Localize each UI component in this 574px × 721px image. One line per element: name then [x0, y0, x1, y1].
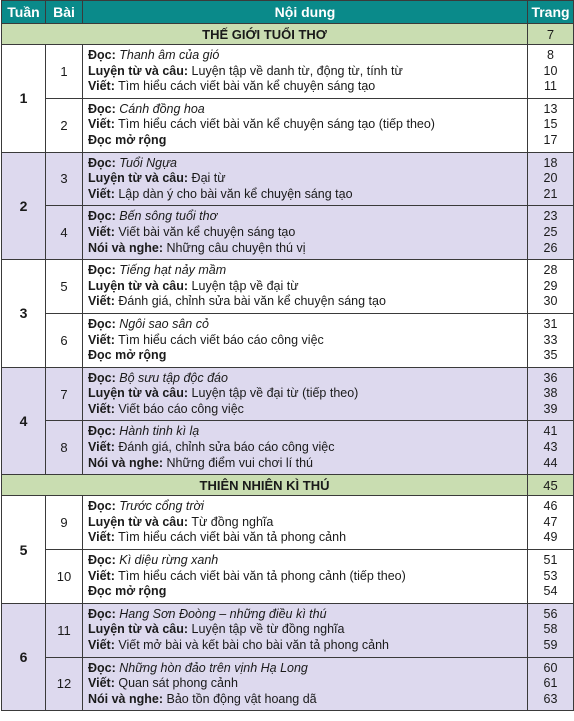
content-line [88, 499, 523, 515]
page-number: 47 [543, 514, 558, 529]
activity-text: Viết bài văn kể chuyện sáng tạo [118, 224, 296, 239]
activity-label: Viết: [88, 676, 115, 691]
activity-text: Từ đồng nghĩa [191, 514, 274, 529]
week-number: 6 [2, 603, 46, 711]
content-line [88, 102, 523, 118]
lesson-pages [528, 206, 574, 260]
activity-text: Bảo tồn động vật hoang dã [166, 691, 317, 706]
reading-title: Cánh đồng hoa [119, 101, 205, 116]
lesson-content [83, 206, 528, 260]
lesson-content [83, 313, 528, 367]
activity-label: Viết: [88, 186, 115, 201]
lesson-number: 7 [46, 367, 83, 421]
lesson-row [2, 313, 574, 367]
lesson-row [2, 603, 574, 657]
lesson-content [83, 550, 528, 604]
activity-label: Đọc: [88, 370, 116, 385]
page-number: 13 [543, 101, 558, 116]
reading-title: Thanh âm của gió [119, 48, 220, 62]
activity-text: Đánh giá, chỉnh sửa bài văn kể chuyện sáng tạo [118, 294, 386, 309]
week-number: 1 [2, 45, 46, 153]
lesson-number: 8 [46, 421, 83, 475]
lesson-row [2, 206, 574, 260]
page-number: 10 [543, 63, 558, 78]
content-line [88, 661, 523, 677]
reading-title: Tiếng hạt nảy mầm [119, 263, 227, 278]
activity-label: Đọc: [88, 101, 116, 116]
lesson-pages [528, 550, 574, 604]
header-week: Tuần [2, 1, 46, 24]
page-number: 18 [543, 155, 558, 170]
reading-title: Bộ sưu tập độc đáo [119, 370, 228, 385]
page-number: 17 [543, 132, 558, 147]
page-number: 46 [543, 499, 558, 514]
activity-text: Viết mở bài và kết bài cho bài văn tả phong cảnh [118, 638, 390, 652]
page-number: 30 [543, 294, 558, 309]
lesson-row [2, 367, 574, 421]
lesson-number: 4 [46, 206, 83, 260]
activity-text: Đại từ [191, 171, 226, 186]
lesson-number: 5 [46, 260, 83, 314]
page-number: 31 [543, 316, 558, 331]
lesson-row [2, 496, 574, 550]
lesson-pages [528, 367, 574, 421]
page-number: 60 [543, 660, 558, 675]
lesson-content [83, 421, 528, 475]
page-number: 38 [543, 386, 558, 401]
content-line [88, 607, 523, 623]
content-line [88, 692, 523, 708]
page-number: 23 [543, 209, 558, 224]
lesson-pages [528, 657, 574, 711]
page-number: 53 [543, 568, 558, 583]
page-number: 44 [543, 455, 558, 470]
activity-label: Luyện từ và câu: [88, 278, 189, 293]
lesson-number: 3 [46, 152, 83, 206]
page-number: 21 [543, 186, 558, 201]
content-line [88, 48, 523, 64]
week-number: 4 [2, 367, 46, 475]
activity-label: Đọc: [88, 155, 116, 170]
content-line [88, 117, 523, 133]
reading-title: Tuổi Ngựa [119, 155, 177, 170]
activity-label: Viết: [88, 440, 115, 455]
content-line [88, 279, 523, 295]
lesson-number: 1 [46, 45, 83, 99]
header-content: Nội dung [83, 1, 528, 24]
reading-title: Ngôi sao sân cỏ [119, 316, 209, 331]
activity-label: Viết: [88, 332, 115, 347]
reading-title: Bến sông tuổi thơ [119, 209, 218, 224]
content-line [88, 225, 523, 241]
reading-title: Kì diệu rừng xanh [119, 553, 219, 568]
content-line [88, 133, 523, 149]
lesson-number: 12 [46, 657, 83, 711]
content-line [88, 317, 523, 333]
lesson-row [2, 98, 574, 152]
content-line [88, 622, 523, 638]
activity-label: Đọc: [88, 424, 116, 439]
activity-text: Lập dàn ý cho bài văn kể chuyện sáng tạo [118, 186, 353, 201]
lesson-row [2, 550, 574, 604]
reading-title: Trước cổng trời [119, 499, 204, 514]
reading-title: Những hòn đảo trên vịnh Hạ Long [119, 660, 308, 675]
lesson-pages [528, 45, 574, 99]
section-title: THIÊN NHIÊN KÌ THÚ [2, 475, 528, 496]
section-title: THẾ GIỚI TUỔI THƠ [2, 24, 528, 45]
page-number: 58 [543, 622, 558, 637]
activity-label: Đọc: [88, 606, 116, 621]
content-line [88, 209, 523, 225]
page-number: 33 [543, 332, 558, 347]
page-number: 43 [543, 440, 558, 455]
lesson-pages [528, 421, 574, 475]
lesson-number: 6 [46, 313, 83, 367]
activity-label: Đọc: [88, 209, 116, 224]
activity-label: Viết: [88, 224, 115, 239]
content-line [88, 171, 523, 187]
content-line [88, 64, 523, 80]
activity-label: Luyện từ và câu: [88, 622, 189, 637]
content-line [88, 79, 523, 95]
page-number: 28 [543, 263, 558, 278]
activity-label: Đọc: [88, 499, 116, 514]
lesson-number: 11 [46, 603, 83, 657]
lesson-pages [528, 98, 574, 152]
content-line [88, 348, 523, 364]
page-number: 35 [543, 348, 558, 363]
activity-text: Tìm hiểu cách viết báo cáo công việc [118, 332, 324, 347]
section-page: 7 [528, 24, 574, 45]
activity-label: Viết: [88, 638, 115, 652]
lesson-content [83, 260, 528, 314]
lesson-content [83, 98, 528, 152]
activity-text: Tìm hiểu cách viết bài văn kể chuyện sáng tạo (tiếp theo) [118, 117, 435, 132]
page-number: 29 [543, 278, 558, 293]
activity-label: Đọc mở rộng [88, 132, 167, 147]
activity-label: Đọc mở rộng [88, 584, 167, 599]
activity-label: Luyện từ và câu: [88, 386, 189, 401]
lesson-number: 9 [46, 496, 83, 550]
activity-text: Những câu chuyện thú vị [166, 240, 306, 255]
activity-label: Đọc mở rộng [88, 348, 167, 363]
lesson-pages [528, 260, 574, 314]
activity-text: Những điểm vui chơi lí thú [166, 455, 313, 470]
content-line [88, 424, 523, 440]
content-line [88, 241, 523, 257]
content-line [88, 333, 523, 349]
activity-label: Viết: [88, 401, 115, 416]
content-line [88, 156, 523, 172]
activity-label: Viết: [88, 568, 115, 583]
lesson-row [2, 260, 574, 314]
activity-label: Đọc: [88, 660, 116, 675]
content-line [88, 371, 523, 387]
week-number: 3 [2, 260, 46, 368]
lesson-pages [528, 313, 574, 367]
page-number: 59 [543, 638, 558, 652]
content-line [88, 553, 523, 569]
page-number: 39 [543, 401, 558, 416]
lesson-row [2, 657, 574, 711]
week-number: 2 [2, 152, 46, 260]
header-row [2, 1, 574, 24]
activity-label: Viết: [88, 530, 115, 545]
activity-label: Đọc: [88, 48, 116, 62]
activity-label: Luyện từ và câu: [88, 514, 189, 529]
content-line [88, 515, 523, 531]
header-page: Trang [528, 1, 574, 24]
activity-text: Viết báo cáo công việc [118, 401, 244, 416]
page-number: 11 [544, 79, 557, 94]
reading-title: Hành tinh kì lạ [119, 424, 200, 439]
page-number: 20 [543, 171, 558, 186]
activity-text: Luyện tập về đại từ (tiếp theo) [191, 386, 359, 401]
content-line [88, 676, 523, 692]
activity-label: Luyện từ và câu: [88, 171, 189, 186]
content-line [88, 263, 523, 279]
lesson-pages [528, 496, 574, 550]
content-line [88, 569, 523, 585]
week-number: 5 [2, 496, 46, 604]
lesson-content [83, 603, 528, 657]
content-line [88, 530, 523, 546]
lesson-content [83, 45, 528, 99]
lesson-content [83, 152, 528, 206]
page-number: 51 [543, 553, 558, 568]
lesson-row [2, 152, 574, 206]
content-line [88, 638, 523, 654]
section-page: 45 [528, 475, 574, 496]
page-number: 54 [543, 584, 558, 599]
lesson-content [83, 496, 528, 550]
page-number: 26 [543, 240, 558, 255]
header-lesson: Bài [46, 1, 83, 24]
page-number: 8 [547, 48, 554, 62]
activity-label: Đọc: [88, 316, 116, 331]
activity-label: Đọc: [88, 553, 116, 568]
activity-text: Tìm hiểu cách viết bài văn kể chuyện sáng tạo [118, 79, 376, 94]
page-number: 56 [543, 606, 558, 621]
lesson-row [2, 45, 574, 99]
activity-text: Quan sát phong cảnh [118, 676, 238, 691]
activity-label: Viết: [88, 79, 115, 94]
activity-text: Luyện tập về đại từ [191, 278, 299, 293]
activity-text: Tìm hiểu cách viết bài văn tả phong cảnh [118, 530, 347, 545]
activity-label: Nói và nghe: [88, 455, 164, 470]
content-line [88, 187, 523, 203]
page-number: 61 [543, 676, 558, 691]
activity-label: Viết: [88, 294, 115, 309]
content-line [88, 440, 523, 456]
activity-label: Nói và nghe: [88, 240, 164, 255]
lesson-content [83, 367, 528, 421]
page-number: 25 [543, 224, 558, 239]
activity-text: Luyện tập về danh từ, động từ, tính từ [191, 63, 403, 78]
lesson-content [83, 657, 528, 711]
lesson-number: 2 [46, 98, 83, 152]
lesson-pages [528, 152, 574, 206]
reading-title: Hang Sơn Đoòng – những điều kì thú [119, 606, 327, 621]
table-of-contents [1, 0, 574, 711]
content-line [88, 584, 523, 600]
activity-label: Nói và nghe: [88, 691, 164, 706]
section-row [2, 475, 574, 496]
section-row [2, 24, 574, 45]
lesson-row [2, 421, 574, 475]
page-number: 36 [543, 370, 558, 385]
activity-text: Đánh giá, chỉnh sửa báo cáo công việc [118, 440, 335, 455]
page-number: 49 [543, 530, 558, 545]
activity-label: Đọc: [88, 263, 116, 278]
lesson-pages [528, 603, 574, 657]
content-line [88, 294, 523, 310]
content-line [88, 456, 523, 472]
activity-text: Tìm hiểu cách viết bài văn tả phong cảnh (tiếp theo) [118, 568, 406, 583]
activity-label: Viết: [88, 117, 115, 132]
activity-label: Luyện từ và câu: [88, 63, 189, 78]
page-number: 15 [543, 117, 558, 132]
content-line [88, 386, 523, 402]
content-line [88, 402, 523, 418]
page-number: 41 [543, 424, 558, 439]
page-number: 63 [543, 691, 558, 706]
activity-text: Luyện tập về từ đồng nghĩa [191, 622, 345, 637]
lesson-number: 10 [46, 550, 83, 604]
